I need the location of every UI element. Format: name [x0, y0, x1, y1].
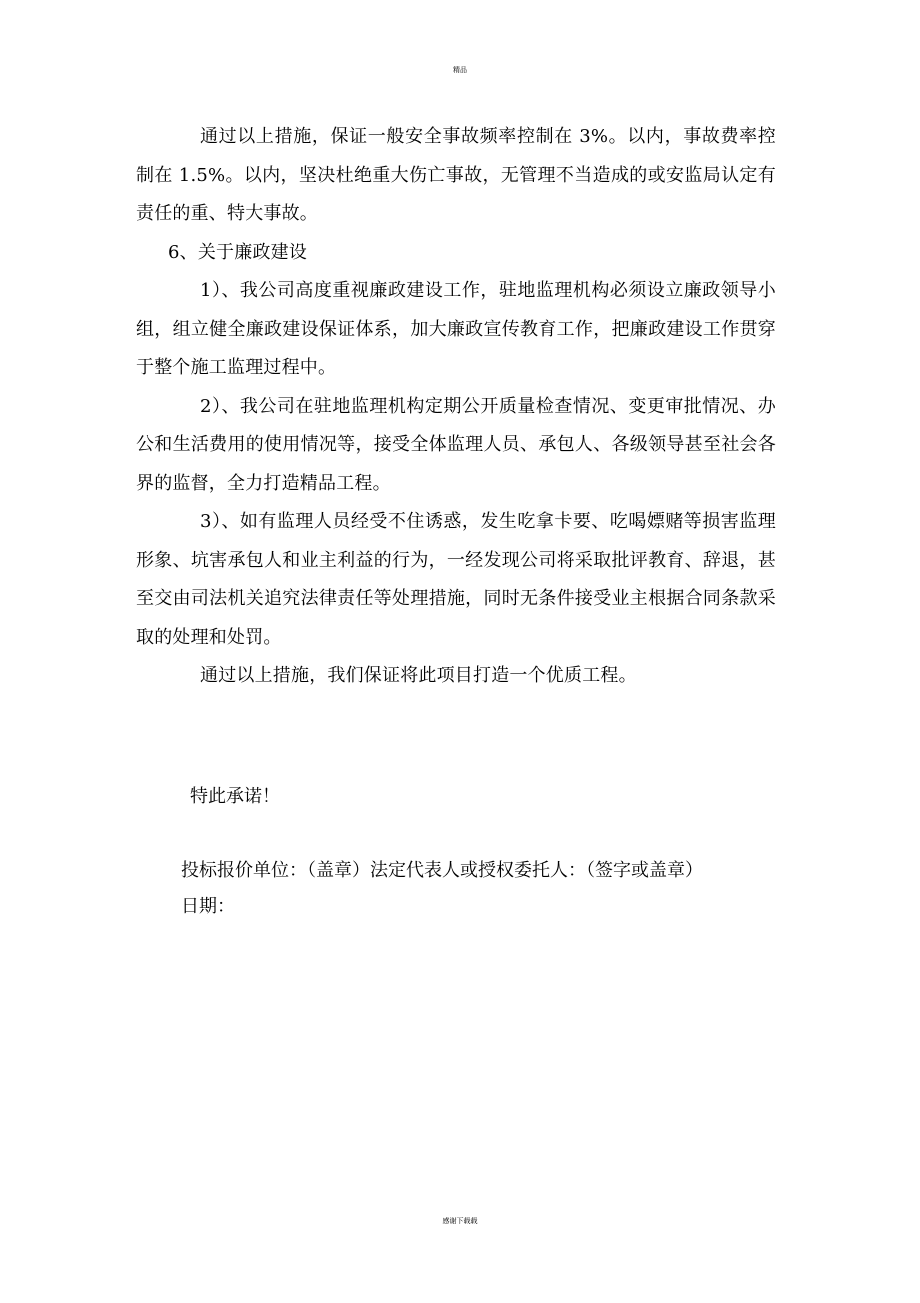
- section-heading-integrity: 6、关于廉政建设: [168, 241, 308, 263]
- paragraph-safety-target: 通过以上措施，保证一般安全事故频率控制在 3%。以内，事故费率控制在 1.5%。以内，坚决杜绝重大伤亡事故，无管理不当造成的或安监局认定有责任的重、特大事故。: [136, 126, 776, 224]
- signature-block: [181, 853, 703, 925]
- footer-watermark: 感谢下载载: [442, 1217, 478, 1225]
- closing-paragraph: 通过以上措施，我们保证将此项目打造一个优质工程。: [200, 665, 637, 686]
- header-watermark: 精品: [453, 66, 467, 74]
- integrity-item-3: 3）、如有监理人员经受不住诱惑，发生吃拿卡要、吃喝嫖赌等损害监理形象、坑害承包人和业主利益的行为，一经发现公司将采取批评教育、辞退，甚至交由司法机关追究法律责任等处理措施，同时无条件接受业主根据合同条款采取的处理和处罚。: [136, 511, 776, 648]
- bidder-signature-line: 投标报价单位：（盖章）法定代表人或授权委托人：（签字或盖章）: [181, 860, 703, 881]
- document-body: [136, 118, 776, 696]
- integrity-item-1: 1）、我公司高度重视廉政建设工作，驻地监理机构必须设立廉政领导小组，组立健全廉政建设保证体系，加大廉政宣传教育工作，把廉政建设工作贯穿于整个施工监理过程中。: [136, 280, 776, 378]
- integrity-item-2: 2）、我公司在驻地监理机构定期公开质量检查情况、变更审批情况、办公和生活费用的使用情况等，接受全体监理人员、承包人、各级领导甚至社会各界的监督，全力打造精品工程。: [136, 395, 776, 494]
- date-label: 日期：: [181, 896, 235, 917]
- pledge-statement: 特此承诺！: [190, 786, 280, 807]
